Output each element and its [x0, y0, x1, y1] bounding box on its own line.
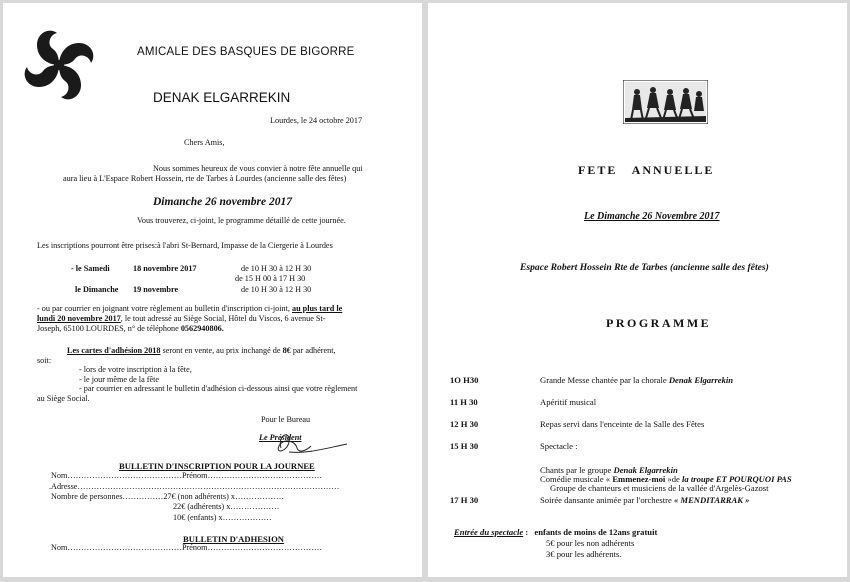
schedule-dimanche-date: 19 novembre — [133, 285, 179, 294]
schedule-dimanche-time: de 10 H 30 à 12 H 30 — [241, 285, 312, 294]
schedule-samedi-time-2: de 15 H 00 à 17 H 30 — [235, 274, 306, 283]
inscriptions-line: Les inscriptions pourront être prises:à l'abri St-Bernard, Impasse de la Ciergerie à Lourdes — [37, 241, 333, 250]
program-note: Vous trouverez, ci-joint, le programme détaillé de cette journée. — [137, 216, 346, 225]
field-nombre[interactable]: Nombre de personnes……………27€ (non adhérents) x……………… — [51, 492, 285, 501]
show-line-2: Comédie musicale « Emmenez-moi »de la troupe ET POURQUOI PAS — [540, 474, 792, 484]
intro-line-2: aura lieu à L'Espace Robert Hossein, rte de Tarbes à Lourdes (ancienne salle des fêtes) — [63, 174, 347, 183]
greeting: Chers Amis, — [184, 138, 225, 147]
field-nom-adhesion[interactable]: Nom……………………………………Prénom…………………………………… — [51, 543, 323, 552]
mail-line-3: Joseph, 65100 LOURDES, n° de téléphone 0562940806. — [37, 324, 224, 333]
entree-line: Entrée du spectacle : enfants de moins de 12ans gratuit — [454, 527, 658, 537]
date-line: Lourdes, le 24 octobre 2017 — [270, 116, 363, 125]
signature-scribble — [251, 426, 351, 460]
org-title: AMICALE DES BASQUES DE BIGORRE — [137, 46, 355, 58]
entree-adherents: 3€ pour les adhérents. — [546, 549, 622, 559]
entree-non-adherents: 5€ pour les non adhérents — [546, 538, 635, 548]
bullet-2: - le jour même de la fête — [79, 375, 160, 384]
venue: Espace Robert Hossein Rte de Tarbes (ancienne salle des fêtes) — [520, 262, 769, 273]
show-line-3: Groupe de chanteurs et musiciens de la vallée d'Argelès-Gazost — [550, 483, 769, 493]
cards-line: Les cartes d'adhésion 2018 seront en vente, au prix inchangé de 8€ par adhérent, — [67, 346, 336, 355]
group-title: DENAK ELGARREKIN — [153, 90, 291, 105]
field-adresse[interactable]: .Adresse…………………………………………………………………………………… — [49, 482, 340, 491]
lauburu-icon — [13, 19, 105, 111]
dancers-engraving — [623, 80, 708, 124]
mail-line-2: lundi 20 novembre 2017, le tout adressé au Siège Social, Hôtel du Viscos, 6 avenue St- — [37, 314, 326, 323]
programme-title: PROGRAMME — [606, 316, 712, 330]
bulletin-title: BULLETIN D'INSCRIPTION POUR LA JOURNEE — [119, 461, 315, 471]
show-line-1: Chants par le groupe Denak Elgarrekin — [540, 465, 678, 475]
bullet-1: - lors de votre inscription à la fête, — [79, 365, 192, 374]
intro-line-1: Nous sommes heureux de vous convier à notre fête annuelle qui — [153, 164, 363, 173]
event-date: Dimanche 26 novembre 2017 — [153, 196, 292, 208]
schedule-samedi-time-1: de 10 H 30 à 12 H 30 — [241, 264, 312, 273]
pour-le-bureau: Pour le Bureau — [261, 415, 311, 424]
soit-label: soit: — [37, 356, 52, 365]
schedule-samedi-label: - le Samedi — [71, 264, 110, 273]
mail-line-1: - ou par courrier en joignant votre règlement au bulletin d'inscription ci-joint, au plus tard le — [37, 304, 343, 313]
programme-page: FETE ANNUELLE Le Dimanche 26 Novembre 2017 Espace Robert Hossein Rte de Tarbes (ancienne salle des fêtes) PROGRAMME 1O H30 Grande Messe chantée par la chorale Denak Elgarrekin 11 H 30 Apéritif musical 12 H 30 Repas servi dans l'enceinte de la Salle des Fêtes 15 H 30 Spectacle : Chants par le groupe Denak Elgarrekin Comédie musicale « Emmenez-moi »de la troupe ET POURQUOI PAS Groupe de chanteurs et musiciens de la vallée d'Argelès-Gazost 17 H 30 Soirée dansante animée par l'orchestre « MENDITARRAK » Entrée du spectacle : enfants de moins de 12ans gratuit 5€ pour les non adhérents 3€ pour les adhérents. — [428, 3, 847, 577]
schedule-dimanche-label: le Dimanche — [75, 285, 119, 294]
schedule-samedi-date: 18 novembre 2017 — [133, 264, 197, 273]
letter-page — [3, 3, 422, 577]
fete-date: Le Dimanche 26 Novembre 2017 — [584, 211, 720, 222]
field-10[interactable]: 10€ (enfants) x……………… — [173, 513, 272, 522]
fete-title: FETE ANNUELLE — [578, 163, 715, 177]
field-nom[interactable]: Nom……………………………………Prénom…………………………………… — [51, 471, 323, 480]
bullet-3b: au Siège Social. — [37, 394, 90, 403]
field-22[interactable]: 22€ (adhérents) x……………… — [173, 502, 280, 511]
president-label: Le Président — [259, 433, 302, 442]
adhesion-title: BULLETIN D'ADHESION — [183, 534, 285, 544]
bullet-3: - par courrier en adressant le bulletin d'adhésion ci-dessous ainsi que votre règlement — [79, 384, 358, 393]
